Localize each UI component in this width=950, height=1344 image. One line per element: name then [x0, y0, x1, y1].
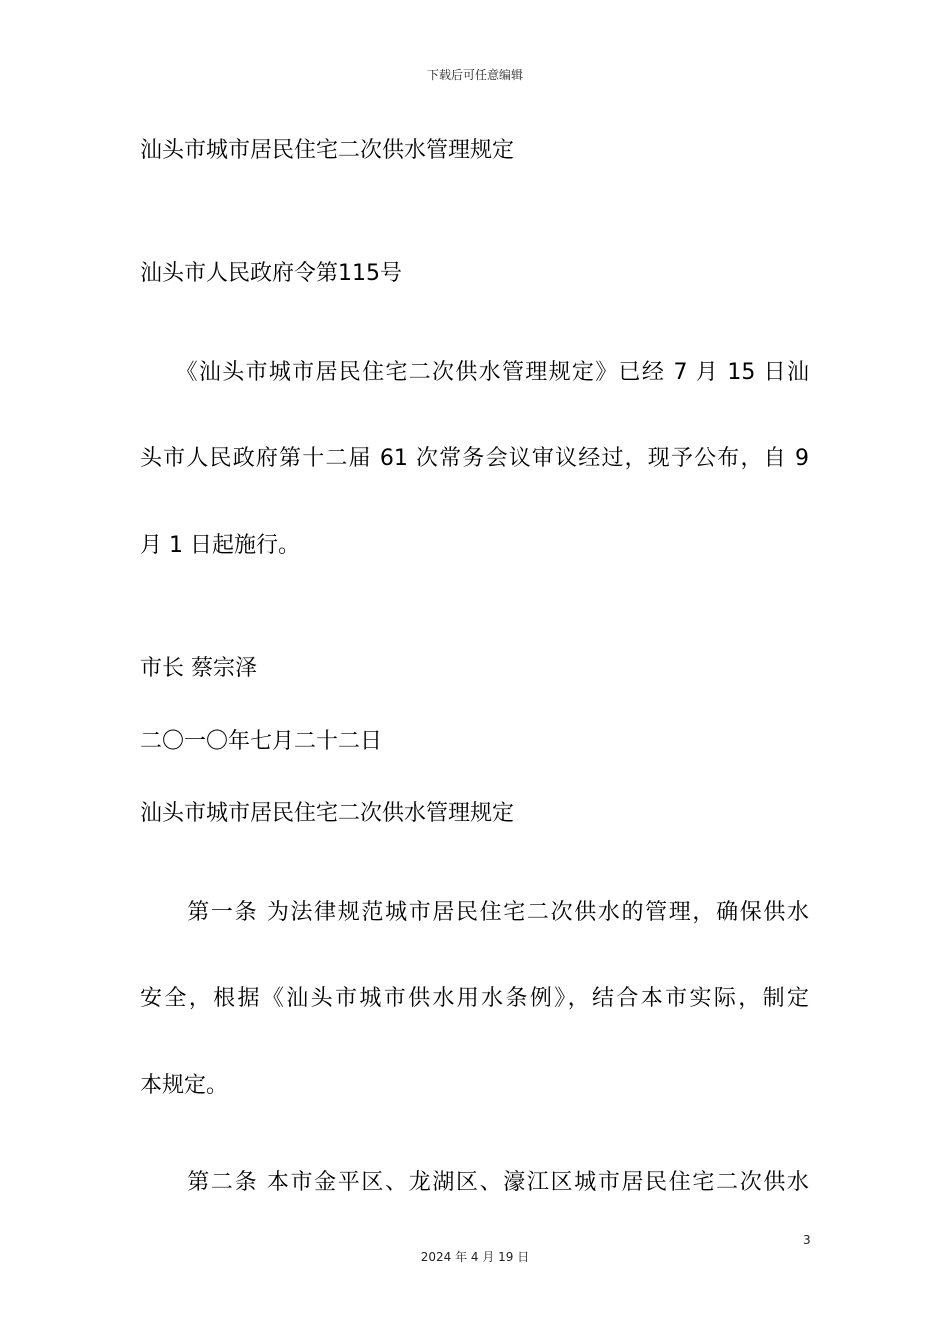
document-title: 汕头市城市居民住宅二次供水管理规定: [140, 138, 515, 163]
article-1-line-3: 本规定。: [140, 1073, 229, 1098]
footer-date: 2024 年 4 月 19 日: [420, 1250, 530, 1264]
decree-number: 汕头市人民政府令第115号: [140, 261, 402, 286]
regulation-title: 汕头市城市居民住宅二次供水管理规定: [140, 801, 515, 826]
decree-text-line-3: 月 1 日起施行。: [140, 533, 300, 558]
mayor-signature: 市长 蔡宗泽: [140, 656, 257, 681]
page-number: 3: [803, 1233, 811, 1247]
article-1-line-1: 第一条 为法律规范城市居民住宅二次供水的管理，确保供水: [140, 900, 809, 925]
page-header: 下载后可任意编辑: [426, 68, 523, 82]
decree-text-line-1: 《汕头市城市居民住宅二次供水管理规定》已经 7 月 15 日汕: [140, 360, 809, 385]
decree-date: 二〇一〇年七月二十二日: [140, 729, 383, 754]
article-1-line-2: 安全，根据《汕头市城市供水用水条例》，结合本市实际，制定: [140, 986, 809, 1011]
decree-text-line-2: 头市人民政府第十二届 61 次常务会议审议经过，现予公布，自 9: [140, 446, 809, 471]
article-2-line-1: 第二条 本市金平区、龙湖区、濠江区城市居民住宅二次供水: [140, 1170, 809, 1195]
